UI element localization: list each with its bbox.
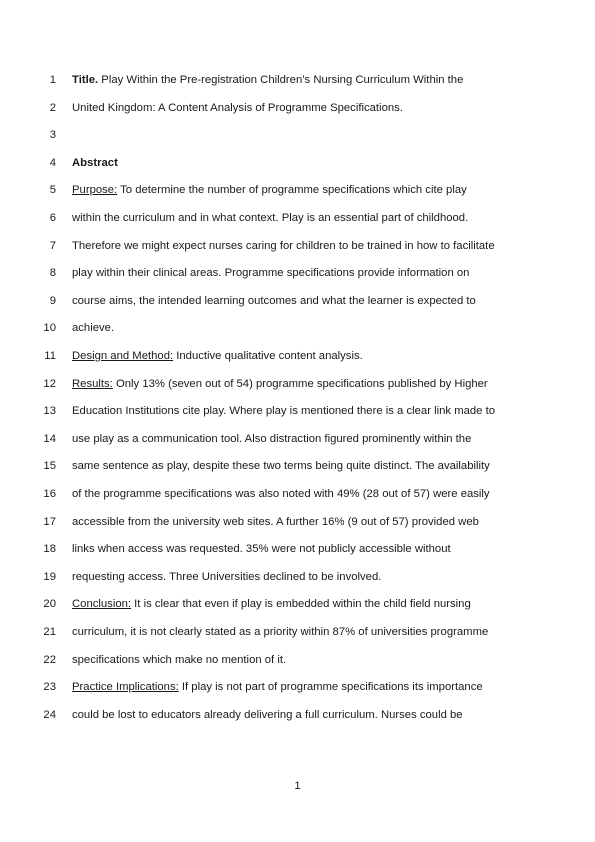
line-number: 13 <box>43 405 56 418</box>
line-body: Only 13% (seven out of 54) programme specifications published by Higher <box>112 377 488 390</box>
line-number: 5 <box>49 184 56 197</box>
line-body: play within their clinical areas. Programme specifications provide information on <box>72 267 470 280</box>
line-body: Play Within the Pre-registration Children’s Nursing Curriculum Within the <box>98 74 464 86</box>
manuscript-line <box>0 625 595 645</box>
line-body: of the programme specifications was also noted with 49% (28 out of 57) were easily <box>72 488 490 500</box>
line-number: 22 <box>43 653 56 666</box>
line-body: could be lost to educators already delivering a full curriculum. Nurses could be <box>72 708 463 721</box>
line-text <box>72 680 483 694</box>
manuscript-line <box>0 487 595 507</box>
manuscript-line <box>0 404 595 424</box>
line-number: 15 <box>43 460 56 473</box>
manuscript-line <box>0 101 595 121</box>
manuscript-line <box>0 708 595 728</box>
manuscript-line <box>0 570 595 590</box>
section-heading: Title. <box>72 74 99 86</box>
manuscript-line <box>0 653 595 673</box>
manuscript-line <box>0 377 595 397</box>
line-body: links when access was requested. 35% were not publicly accessible without <box>72 543 451 556</box>
line-number: 9 <box>49 294 56 307</box>
line-body: accessible from the university web sites. A further 16% (9 out of 57) provided web <box>72 515 479 528</box>
line-text <box>72 321 114 335</box>
line-body: Therefore we might expect nurses caring for children to be trained in how to facilitate <box>72 239 495 252</box>
manuscript-line <box>0 239 595 259</box>
manuscript-line <box>0 183 595 203</box>
line-number: 3 <box>49 129 56 142</box>
line-text <box>72 708 463 722</box>
manuscript-line <box>0 321 595 341</box>
line-number: 4 <box>49 156 56 169</box>
line-number: 24 <box>43 708 56 721</box>
line-body: United Kingdom: A Content Analysis of Programme Specifications. <box>72 101 403 114</box>
manuscript-line <box>0 680 595 700</box>
manuscript-line <box>0 542 595 562</box>
subsection-label: Results: <box>72 377 113 390</box>
manuscript-line <box>0 432 595 452</box>
line-text <box>72 432 471 446</box>
subsection-label: Conclusion: <box>72 598 132 611</box>
line-text <box>72 101 403 115</box>
line-text <box>72 404 495 418</box>
line-body: Education Institutions cite play. Where play is mentioned there is a clear link made to <box>72 405 496 418</box>
line-text <box>72 239 495 253</box>
manuscript-line <box>0 266 595 286</box>
line-text <box>72 570 381 584</box>
line-number: 20 <box>43 598 56 611</box>
manuscript-line <box>0 349 595 369</box>
line-body: To determine the number of programme specifications which cite play <box>117 184 467 197</box>
section-heading: Abstract <box>72 156 118 169</box>
line-number: 11 <box>44 350 56 362</box>
line-body: If play is not part of programme specifications its importance <box>178 681 483 694</box>
line-number: 19 <box>43 570 56 583</box>
page-number: 1 <box>294 780 301 792</box>
line-number: 14 <box>43 432 56 445</box>
subsection-label: Practice Implications: <box>72 681 179 694</box>
line-body: specifications which make no mention of it. <box>72 653 287 666</box>
line-number: 10 <box>43 322 56 335</box>
line-text <box>72 653 286 667</box>
line-number: 23 <box>43 681 56 694</box>
line-body: use play as a communication tool. Also distraction figured prominently within the <box>72 432 472 445</box>
line-number: 18 <box>43 543 56 556</box>
manuscript-line <box>0 156 595 176</box>
manuscript-line <box>0 597 595 617</box>
line-body: curriculum, it is not clearly stated as a priority within 87% of universities programme <box>72 626 489 638</box>
line-text <box>72 515 479 529</box>
manuscript-line <box>0 294 595 314</box>
line-text <box>72 156 118 170</box>
line-text <box>72 542 451 556</box>
manuscript-line <box>0 73 595 93</box>
line-number: 2 <box>49 101 56 114</box>
line-number: 21 <box>43 626 56 638</box>
line-body: same sentence as play, despite these two terms being quite distinct. The availability <box>72 460 490 473</box>
line-number: 8 <box>49 267 56 280</box>
line-body: achieve. <box>72 322 115 335</box>
line-text <box>72 459 490 473</box>
line-text <box>72 73 463 87</box>
line-number: 12 <box>43 377 56 390</box>
line-text <box>72 597 471 611</box>
manuscript-line <box>0 459 595 479</box>
line-number: 6 <box>49 212 56 224</box>
line-text <box>72 266 469 280</box>
line-body: Inductive qualitative content analysis. <box>173 350 363 362</box>
manuscript-line <box>0 128 595 148</box>
line-body: It is clear that even if play is embedded within the child field nursing <box>131 598 471 611</box>
subsection-label: Purpose: <box>72 184 118 197</box>
line-number: 7 <box>49 239 56 252</box>
line-body: course aims, the intended learning outcomes and what the learner is expected to <box>72 294 476 307</box>
line-text <box>72 294 476 308</box>
line-body: within the curriculum and in what context. Play is an essential part of childhood. <box>72 212 469 224</box>
line-body: requesting access. Three Universities declined to be involved. <box>72 570 382 583</box>
manuscript-line <box>0 211 595 231</box>
line-number: 1 <box>49 74 56 86</box>
line-text <box>72 377 488 391</box>
line-text <box>72 183 467 197</box>
line-number: 17 <box>43 515 56 528</box>
line-text <box>72 487 490 501</box>
subsection-label: Design and Method: <box>72 350 174 362</box>
line-text <box>72 211 468 225</box>
line-text <box>72 349 363 363</box>
manuscript-line <box>0 515 595 535</box>
line-text <box>72 625 488 639</box>
line-number: 16 <box>43 488 56 500</box>
